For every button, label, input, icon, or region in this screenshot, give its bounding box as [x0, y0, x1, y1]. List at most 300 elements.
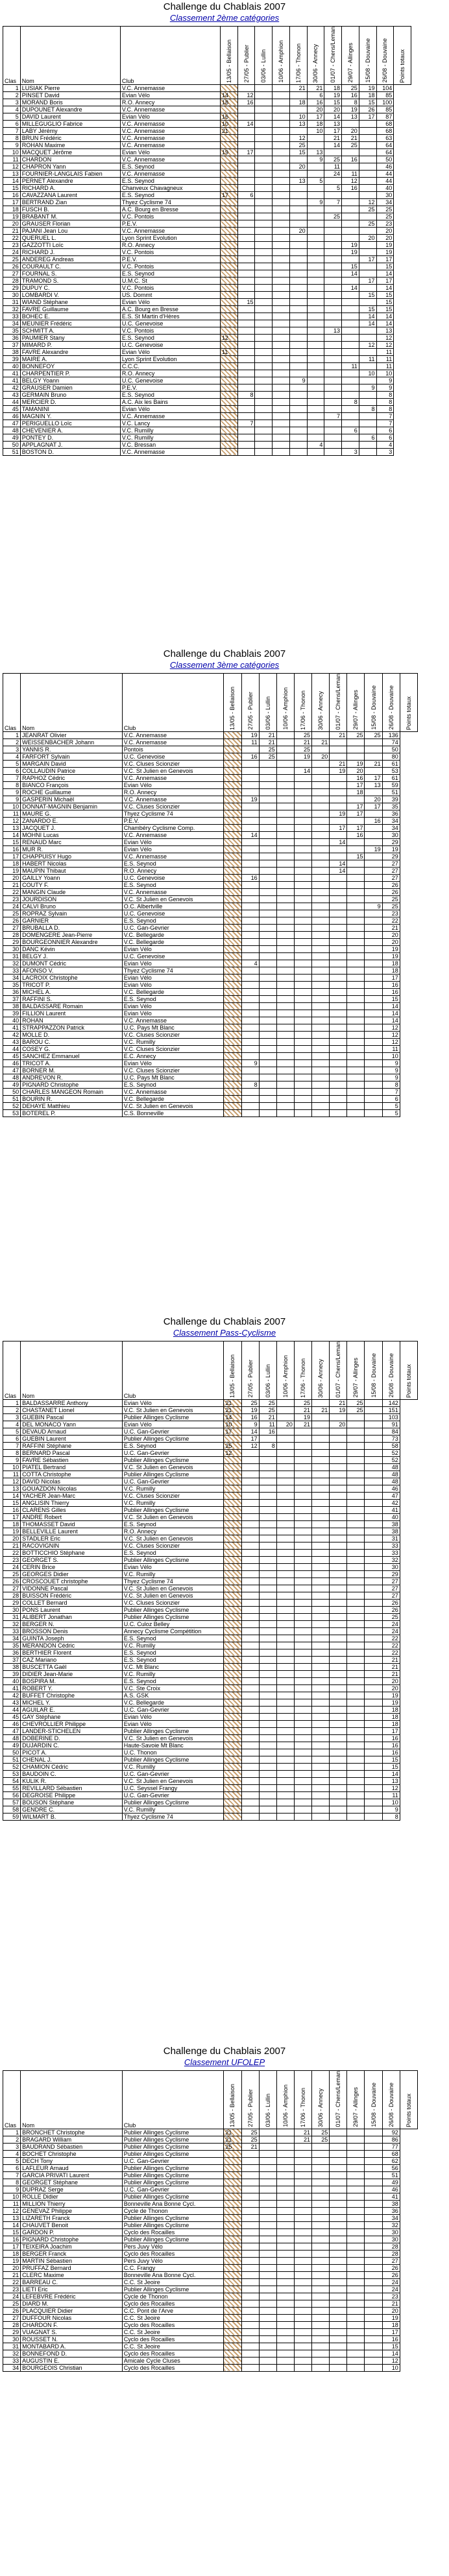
points-cell — [330, 1620, 347, 1627]
rank-cell: 9 — [3, 141, 21, 148]
points-cell: 25 — [347, 731, 365, 739]
table-row — [3, 362, 411, 370]
total-cell: 7 — [376, 412, 394, 419]
points-cell — [365, 1635, 382, 1642]
total-cell: 51 — [382, 2171, 400, 2179]
points-cell — [365, 1806, 382, 1813]
points-cell — [330, 1492, 347, 1499]
points-cell — [237, 156, 255, 163]
rank-cell: 38 — [3, 1663, 21, 1670]
club-cell: U.C. Genevoise — [120, 377, 220, 384]
total-cell: 26 — [382, 881, 400, 888]
points-cell: 18 — [347, 788, 365, 796]
total-cell: 23 — [382, 2293, 400, 2300]
rank-cell: 29 — [3, 284, 21, 291]
points-cell — [273, 99, 290, 106]
points-cell — [294, 1656, 311, 1663]
points-cell — [307, 370, 324, 377]
name-cell: CROSCOUET christophe — [21, 1578, 123, 1585]
points-cell — [255, 141, 273, 148]
table-row — [3, 867, 418, 874]
rank-cell: 27 — [3, 2314, 21, 2321]
points-cell — [330, 2264, 347, 2271]
table-row — [3, 1670, 418, 1677]
points-cell — [347, 2221, 365, 2228]
points-cell — [294, 1074, 311, 1081]
points-cell — [342, 412, 359, 419]
points-cell — [294, 1535, 311, 1542]
points-cell — [347, 1749, 365, 1756]
name-cell: BOUSON Stéphane — [21, 1799, 123, 1806]
points-cell — [237, 448, 255, 455]
points-cell — [273, 184, 290, 191]
points-cell — [237, 320, 255, 327]
points-cell — [330, 1713, 347, 1720]
points-cell — [294, 2293, 311, 2300]
points-cell — [347, 2286, 365, 2293]
rank-cell: 30 — [3, 2335, 21, 2343]
points-cell — [241, 1649, 259, 1656]
points-cell — [307, 206, 324, 213]
points-cell — [365, 1670, 382, 1677]
points-cell — [347, 895, 365, 903]
points-cell: 19 — [241, 1406, 259, 1413]
points-cell — [259, 2186, 276, 2193]
points-cell — [276, 1713, 294, 1720]
points-cell: 17 — [237, 148, 255, 156]
points-cell — [241, 1102, 259, 1109]
points-cell: 11 — [342, 170, 359, 177]
points-cell: 16 — [241, 874, 259, 881]
points-cell: 21 — [259, 731, 276, 739]
total-cell: 13 — [382, 1777, 400, 1784]
points-cell — [347, 1578, 365, 1585]
total-cell: 42 — [382, 1499, 400, 1506]
rank-cell: 33 — [3, 967, 21, 974]
hatched-cell — [224, 2236, 241, 2243]
points-cell — [259, 1791, 276, 1799]
rank-cell: 23 — [3, 895, 21, 903]
points-cell — [347, 753, 365, 760]
points-cell — [276, 838, 294, 845]
name-cell: CHEVROLLIER Philippe — [21, 1720, 123, 1727]
points-cell — [347, 1542, 365, 1549]
points-cell — [330, 931, 347, 938]
points-cell — [312, 967, 330, 974]
name-cell: MICHEL Y. — [21, 1699, 123, 1706]
points-cell — [241, 781, 259, 788]
name-cell: FAVRE Sébastien — [21, 1456, 123, 1463]
total-cell: 20 — [382, 938, 400, 945]
points-cell — [365, 1406, 382, 1413]
club-cell: V.C. St Julien en Genevois — [122, 1406, 224, 1413]
header-race — [330, 1341, 347, 1400]
header-club: Club — [120, 27, 220, 85]
hatched-cell — [224, 1627, 241, 1635]
points-cell — [324, 298, 342, 305]
name-cell: LABY Jérémy — [20, 127, 120, 134]
header-race-label: Points totaux — [405, 2093, 412, 2127]
hatched-cell: 21 — [224, 1399, 241, 1406]
points-cell — [259, 1542, 276, 1549]
club-cell: E.S. Seynod — [120, 163, 220, 170]
points-cell — [330, 803, 347, 810]
points-cell — [289, 284, 307, 291]
points-cell — [330, 1002, 347, 1010]
points-cell — [347, 874, 365, 881]
header-race-label: 29/07 - Allinges — [346, 43, 354, 83]
header-race — [259, 674, 276, 732]
name-cell: CHARLES MANGEON Romain — [21, 1088, 123, 1095]
points-cell — [294, 2171, 311, 2179]
points-cell — [237, 434, 255, 441]
points-cell — [289, 370, 307, 377]
points-cell — [276, 1520, 294, 1528]
points-cell — [330, 1435, 347, 1442]
points-cell — [330, 910, 347, 917]
points-cell — [324, 405, 342, 412]
table-row — [3, 753, 418, 760]
table-row — [3, 1742, 418, 1749]
points-cell — [241, 1471, 259, 1478]
points-cell — [312, 1449, 330, 1456]
points-cell — [255, 320, 273, 327]
points-cell: 21 — [294, 1406, 311, 1413]
hatched-cell — [224, 910, 241, 917]
points-cell — [330, 1535, 347, 1542]
club-cell: V.C. St Julien en Genevois — [122, 767, 224, 774]
points-cell — [312, 1435, 330, 1442]
points-cell — [294, 1770, 311, 1777]
name-cell: BRONCHET Christophe — [21, 2129, 123, 2136]
points-cell — [365, 1777, 382, 1784]
points-cell — [241, 2200, 259, 2207]
rank-cell: 26 — [3, 917, 21, 924]
points-cell — [241, 1642, 259, 1649]
points-cell — [259, 2321, 276, 2328]
hatched-cell — [224, 931, 241, 938]
points-cell — [294, 2343, 311, 2350]
table-row — [3, 2143, 418, 2150]
hatched-cell — [224, 2157, 241, 2164]
points-cell — [330, 1763, 347, 1770]
points-cell — [330, 988, 347, 995]
header-race-label: 30/06 - Annecy — [317, 2088, 324, 2127]
rank-cell: 3 — [3, 2143, 21, 2150]
total-cell: 36 — [382, 2207, 400, 2214]
points-cell — [312, 1642, 330, 1649]
club-cell: Pers Juvy Vélo — [122, 2243, 224, 2250]
points-cell: 16 — [365, 817, 382, 824]
points-cell — [359, 398, 376, 405]
points-cell — [365, 739, 382, 746]
points-cell — [365, 1799, 382, 1806]
hatched-cell: 14 — [221, 91, 238, 99]
club-cell: U.C. Culoz Belley — [122, 1620, 224, 1627]
hatched-cell — [224, 853, 241, 860]
name-cell: ROBERT Y. — [21, 1684, 123, 1692]
points-cell — [312, 767, 330, 774]
rank-cell: 18 — [3, 860, 21, 867]
hatched-cell — [224, 1059, 241, 1067]
points-cell — [347, 2314, 365, 2321]
club-cell: Evian Vélo — [122, 1421, 224, 1428]
points-cell — [347, 974, 365, 981]
points-cell: 9 — [241, 1421, 259, 1428]
points-cell — [276, 974, 294, 981]
table-row — [3, 1109, 418, 1117]
points-cell — [347, 1699, 365, 1706]
club-cell: Evian Vélo — [122, 945, 224, 952]
name-cell: APPLAGNAT J. — [20, 441, 120, 448]
points-cell — [365, 1421, 382, 1428]
hatched-cell — [224, 860, 241, 867]
rank-cell: 36 — [3, 334, 21, 341]
name-cell: PICOT A. — [21, 1749, 123, 1756]
table-row — [3, 2243, 418, 2250]
points-cell — [289, 327, 307, 334]
club-cell: Publier Allinges Cyclisme — [122, 2136, 224, 2143]
table-row — [3, 2171, 418, 2179]
name-cell: RAFFINI S. — [21, 995, 123, 1002]
table-row — [3, 1570, 418, 1578]
points-cell — [294, 960, 311, 967]
total-cell: 22 — [382, 1642, 400, 1649]
hatched-cell — [224, 739, 241, 746]
points-cell — [294, 1585, 311, 1592]
table-row — [3, 1463, 418, 1471]
points-cell — [276, 2293, 294, 2300]
points-cell — [259, 810, 276, 817]
points-cell — [237, 213, 255, 220]
points-cell: 7 — [324, 412, 342, 419]
points-cell — [294, 1635, 311, 1642]
points-cell — [276, 2214, 294, 2221]
name-cell: CALVI Bruno — [21, 903, 123, 910]
points-cell — [307, 384, 324, 391]
club-cell: C.C.C. — [120, 362, 220, 370]
points-cell — [273, 405, 290, 412]
points-cell — [259, 1109, 276, 1117]
points-cell — [307, 305, 324, 313]
club-cell: Amicale Cycle Cluses — [122, 2357, 224, 2364]
points-cell — [259, 1784, 276, 1791]
points-cell: 11 — [324, 163, 342, 170]
points-cell — [359, 377, 376, 384]
total-cell: 27 — [382, 874, 400, 881]
points-cell — [276, 853, 294, 860]
points-cell — [359, 156, 376, 163]
points-cell: 15 — [347, 853, 365, 860]
club-cell: Evian Vélo — [120, 298, 220, 305]
rank-cell: 20 — [3, 2264, 21, 2271]
points-cell — [312, 1010, 330, 1017]
total-cell: 11 — [376, 348, 394, 355]
points-cell — [347, 2357, 365, 2364]
table-row — [3, 2236, 418, 2243]
points-cell — [241, 1570, 259, 1578]
points-cell — [255, 198, 273, 206]
club-cell: V.C. Ste Croix — [122, 1684, 224, 1692]
points-cell — [294, 1428, 311, 1435]
points-cell — [237, 384, 255, 391]
hatched-cell: 21 — [224, 2129, 241, 2136]
points-cell — [347, 1806, 365, 1813]
points-cell — [241, 2250, 259, 2257]
total-cell: 21 — [382, 924, 400, 931]
points-cell — [359, 127, 376, 134]
points-cell — [347, 1563, 365, 1570]
points-cell — [259, 2350, 276, 2357]
name-cell: LACROIX Christophe — [21, 974, 123, 981]
points-cell — [365, 881, 382, 888]
header-race — [376, 27, 394, 85]
points-cell — [289, 427, 307, 434]
rank-cell: 4 — [3, 2150, 21, 2157]
points-cell — [330, 1017, 347, 1024]
hatched-cell: 25 — [224, 2143, 241, 2150]
points-cell — [365, 1742, 382, 1749]
points-cell — [276, 2286, 294, 2293]
points-cell — [241, 1627, 259, 1635]
table-row — [3, 1756, 418, 1763]
header-race — [382, 2071, 400, 2129]
total-cell: 61 — [382, 760, 400, 767]
points-cell — [294, 1570, 311, 1578]
total-cell: 14 — [382, 1017, 400, 1024]
points-cell — [294, 2164, 311, 2171]
header-race-label: 03/06 - Lullin — [264, 1364, 271, 1398]
rank-cell: 32 — [3, 2350, 21, 2357]
points-cell — [294, 803, 311, 810]
points-cell — [312, 1806, 330, 1813]
points-cell — [241, 2164, 259, 2171]
points-cell — [294, 1010, 311, 1017]
points-cell — [294, 1442, 311, 1449]
points-cell — [259, 1749, 276, 1756]
points-cell — [324, 263, 342, 270]
points-cell — [259, 767, 276, 774]
total-cell: 20 — [382, 1684, 400, 1692]
points-cell — [365, 1052, 382, 1059]
points-cell — [259, 1813, 276, 1820]
club-cell: Thyez Cyclisme 74 — [122, 1578, 224, 1585]
total-cell: 15 — [376, 298, 394, 305]
points-cell — [294, 860, 311, 867]
header-club: Club — [122, 1341, 224, 1400]
name-cell: MUR R. — [21, 845, 123, 853]
points-cell — [294, 1578, 311, 1585]
points-cell — [276, 981, 294, 988]
name-cell: ALIBERT Jonathan — [21, 1613, 123, 1620]
table-row — [3, 1677, 418, 1684]
points-cell — [312, 995, 330, 1002]
name-cell: CAVAZZANA Laurent — [20, 191, 120, 198]
total-cell: 19 — [376, 248, 394, 255]
points-cell: 14 — [342, 270, 359, 277]
points-cell — [347, 1642, 365, 1649]
header-race — [342, 27, 359, 85]
points-cell — [312, 1456, 330, 1463]
points-cell — [312, 838, 330, 845]
points-cell — [294, 1017, 311, 1024]
points-cell — [330, 1656, 347, 1663]
rank-cell: 20 — [3, 1535, 21, 1542]
header-race — [400, 674, 417, 732]
club-cell: Evian Vélo — [120, 405, 220, 412]
points-cell: 18 — [324, 84, 342, 91]
table-row — [3, 1052, 418, 1059]
hatched-cell — [224, 2271, 241, 2278]
hatched-cell — [224, 1535, 241, 1542]
total-cell: 10 — [382, 2364, 400, 2371]
rank-cell: 30 — [3, 1606, 21, 1613]
points-cell: 20 — [307, 106, 324, 113]
total-cell: 26 — [382, 2271, 400, 2278]
points-cell — [294, 1742, 311, 1749]
points-cell — [276, 2129, 294, 2136]
hatched-cell — [224, 2179, 241, 2186]
name-cell: WEISSENBACHER Johann — [21, 739, 123, 746]
total-cell: 86 — [382, 2136, 400, 2143]
points-cell: 4 — [241, 960, 259, 967]
points-cell — [312, 1017, 330, 1024]
points-cell — [294, 945, 311, 952]
points-cell — [289, 291, 307, 298]
points-cell — [276, 2350, 294, 2357]
points-cell — [273, 248, 290, 255]
points-cell — [259, 1684, 276, 1692]
points-cell — [259, 1777, 276, 1784]
points-cell — [289, 441, 307, 448]
points-cell — [347, 2136, 365, 2143]
points-cell — [241, 2228, 259, 2236]
points-cell — [294, 2300, 311, 2307]
points-cell: 17 — [241, 1435, 259, 1442]
points-cell — [276, 1670, 294, 1677]
points-cell: 17 — [359, 113, 376, 120]
points-cell — [312, 1627, 330, 1635]
total-cell: 38 — [382, 1520, 400, 1528]
club-cell: V.C. Annemasse — [122, 831, 224, 838]
rank-cell: 16 — [3, 845, 21, 853]
table-row — [3, 270, 411, 277]
points-cell — [241, 1806, 259, 1813]
points-cell — [259, 2243, 276, 2250]
table-row — [3, 2228, 418, 2236]
points-cell — [347, 903, 365, 910]
name-cell: BARREAU C. — [21, 2278, 123, 2286]
name-cell: RICHARD A. — [20, 184, 120, 191]
points-cell — [365, 1606, 382, 1613]
total-cell: 36 — [382, 810, 400, 817]
points-cell — [347, 2364, 365, 2371]
total-cell: 27 — [382, 867, 400, 874]
points-cell — [241, 1456, 259, 1463]
total-cell: 18 — [382, 960, 400, 967]
table-row — [3, 1649, 418, 1656]
total-cell: 34 — [376, 198, 394, 206]
table-row — [3, 981, 418, 988]
club-cell: A.C. Aix les Bains — [120, 398, 220, 405]
points-cell — [365, 2350, 382, 2357]
name-cell: HABERT Nicolas — [21, 860, 123, 867]
club-cell: V.C. Annemasse — [122, 796, 224, 803]
points-cell — [359, 148, 376, 156]
points-cell — [237, 327, 255, 334]
points-cell: 8 — [259, 1442, 276, 1449]
points-cell — [259, 1578, 276, 1585]
